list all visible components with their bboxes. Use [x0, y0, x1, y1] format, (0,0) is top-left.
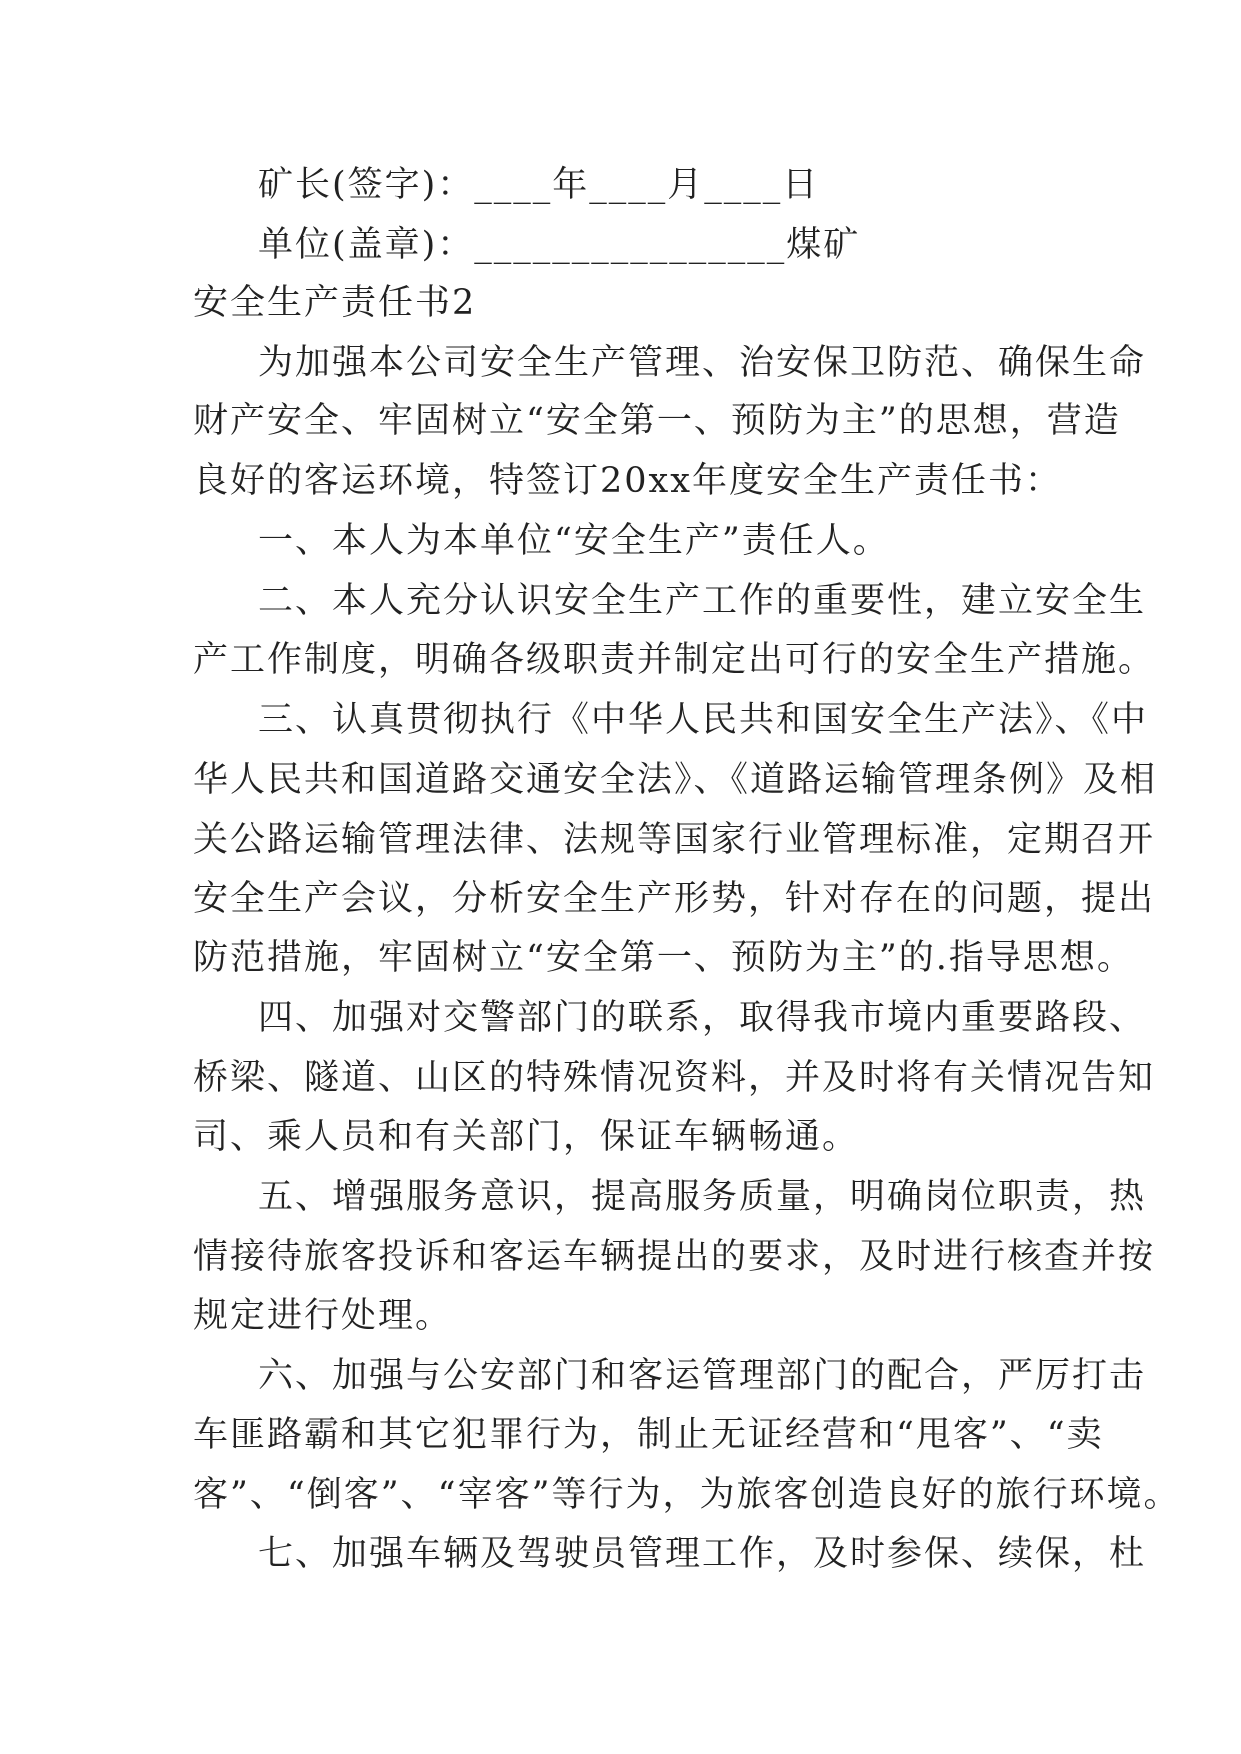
paragraph-line: 产工作制度，明确各级职责并制定出可行的安全生产措施。	[193, 640, 1156, 680]
paragraph-line: 二、本人充分认识安全生产工作的重要性，建立安全生	[258, 581, 1147, 621]
signature-line-mine-director: 矿长(签字)：____年____月____日	[258, 165, 820, 205]
paragraph-line: 司、乘人员和有关部门，保证车辆畅通。	[193, 1117, 860, 1157]
paragraph-line: 情接待旅客投诉和客运车辆提出的要求，及时进行核查并按	[193, 1237, 1156, 1277]
paragraph-line: 财产安全、牢固树立“安全第一、预防为主”的思想，营造	[193, 401, 1121, 441]
paragraph-line: 关公路运输管理法律、法规等国家行业管理标准，定期召开	[193, 820, 1156, 860]
paragraph-line: 四、加强对交警部门的联系，取得我市境内重要路段、	[258, 998, 1147, 1038]
paragraph-line: 五、增强服务意识，提高服务质量，明确岗位职责，热	[258, 1177, 1147, 1217]
paragraph-line: 桥梁、隧道、山区的特殊情况资料，并及时将有关情况告知	[193, 1058, 1156, 1098]
paragraph-line: 车匪路霸和其它犯罪行为，制止无证经营和“甩客”、“卖	[193, 1415, 1104, 1455]
paragraph-line: 防范措施，牢固树立“安全第一、预防为主”的.指导思想。	[193, 938, 1134, 978]
paragraph-line: 客”、“倒客”、“宰客”等行为，为旅客创造良好的旅行环境。	[193, 1475, 1181, 1515]
paragraph-line: 七、加强车辆及驾驶员管理工作，及时参保、续保，杜	[258, 1534, 1147, 1574]
signature-line-unit-seal: 单位(盖章)：________________煤矿	[258, 225, 861, 265]
section-title: 安全生产责任书2	[193, 283, 477, 323]
paragraph-line: 为加强本公司安全生产管理、治安保卫防范、确保生命	[258, 343, 1147, 383]
paragraph-line: 六、加强与公安部门和客运管理部门的配合，严厉打击	[258, 1356, 1147, 1396]
paragraph-line: 华人民共和国道路交通安全法》、《道路运输管理条例》及相	[193, 760, 1158, 800]
paragraph-line: 安全生产会议，分析安全生产形势，针对存在的问题，提出	[193, 879, 1156, 919]
paragraph-line: 规定进行处理。	[193, 1296, 453, 1336]
paragraph-line: 一、本人为本单位“安全生产”责任人。	[258, 521, 890, 561]
paragraph-line: 良好的客运环境，特签订20xx年度安全生产责任书：	[193, 461, 1063, 501]
paragraph-line: 三、认真贯彻执行《中华人民共和国安全生产法》、《中	[258, 700, 1149, 740]
